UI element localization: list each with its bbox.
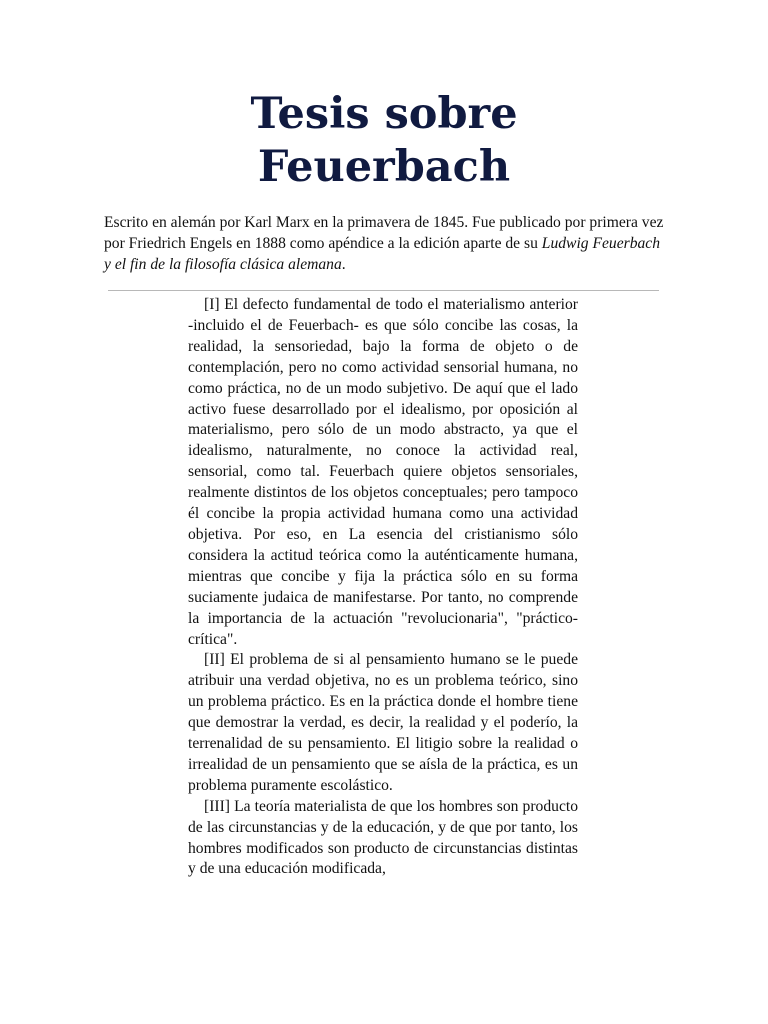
thesis-paragraph-3: [III] La teoría materialista de que los hombres son producto de las circunstancias y de la educación, y de que por tanto, los hombres modificados son producto de circunstancias distintas y de una educación modificada, (188, 797, 578, 878)
intro-end: . (341, 256, 346, 273)
title-line-2: Feuerbach (257, 142, 511, 192)
intro-text: Escrito en alemán por Karl Marx en la primavera de 1845. Fue publicado por primera vez por Friedrich Engels en 1888 como apéndice a la edición aparte de su (104, 214, 664, 252)
thesis-body (188, 295, 578, 880)
thesis-paragraph-2: [II] El problema de si al pensamiento humano se le puede atribuir una verdad objetiva, no es un problema teórico, sino un problema práctico. Es en la práctica donde el hombre tiene que demostrar la verdad, es decir, la realidad y el poderío, la terrenalidad de su pensamiento. El litigio sobre la realidad o irrealidad de un pensamiento que se aísla de la práctica, es un problema puramente escolástico. (188, 651, 578, 794)
title-line-1: Tesis sobre (250, 89, 518, 139)
intro-paragraph (104, 212, 664, 275)
document-title (0, 88, 768, 194)
thesis-paragraph-1: [I] El defecto fundamental de todo el materialismo anterior -incluido el de Feuerbach- es que sólo concibe las cosas, la realidad, la sensoriedad, bajo la forma de objeto o de contemplación, pero no como actividad sensorial humana, no como práctica, no de un modo subjetivo. De aquí que el lado activo fuese desarrollado por el idealismo, por oposición al materialismo, pero sólo de un modo abstracto, ya que el idealismo, naturalmente, no conoce la actividad real, sensorial, como tal. Feuerbach quiere objetos sensoriales, realmente distintos de los objetos conceptuales; pero tampoco él concibe la propia actividad humana como una actividad objetiva. Por eso, en La esencia del cristianismo sólo considera la actitud teórica como la auténticamente humana, mientras que concibe y fija la práctica sólo en su forma suciamente judaica de manifestarse. Por tanto, no comprende la importancia de la actuación "revolucionaria", "práctico-crítica". (188, 296, 578, 648)
intro-book-title: Ludwig Feuerbach y el fin de la filosofía clásica alemana (104, 235, 661, 273)
horizontal-divider (108, 290, 659, 291)
